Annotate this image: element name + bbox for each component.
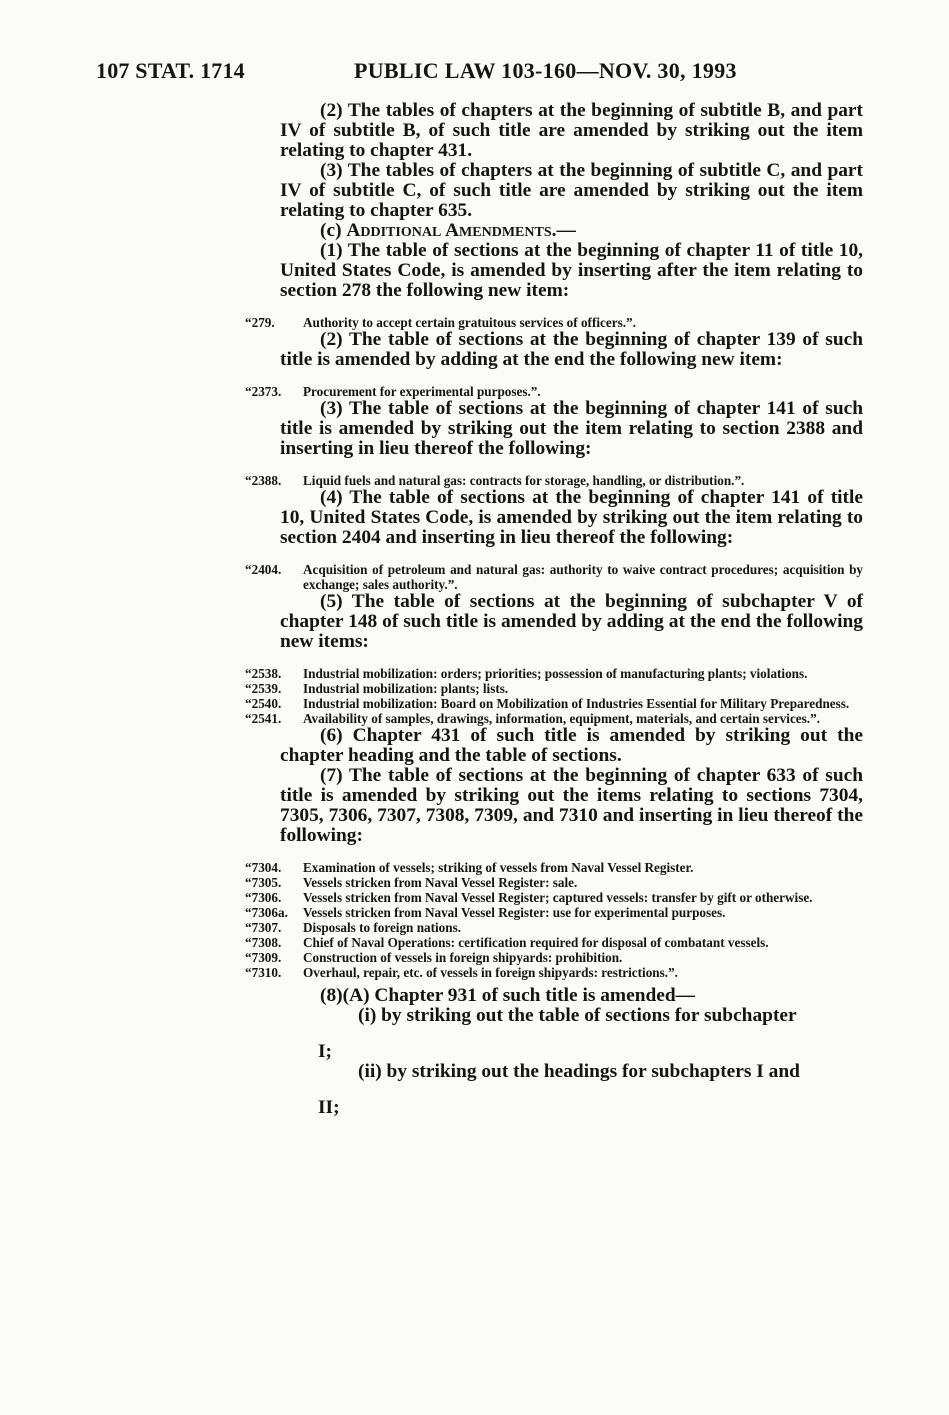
amendment-1: (1) The table of sections at the beginning of chapter 11 of title 10, United States Code, is amended by inserting after the item relating to section 278 the following new item: [280,240,863,301]
public-law-title: PUBLIC LAW 103-160—NOV. 30, 1993 [354,58,737,83]
section-number: “2541. [245,711,282,726]
subsection-c-heading [280,221,863,241]
section-title: Authority to accept certain gratuitous services of officers.”. [303,315,636,330]
section-title: Availability of samples, drawings, information, equipment, materials, and certain services.”. [303,711,820,726]
section-title: Examination of vessels; striking of vessels from Naval Vessel Register. [303,860,694,875]
amendment-8a: (8)(A) Chapter 931 of such title is amended— [320,985,696,1006]
amendment-4: (4) The table of sections at the beginning of chapter 141 of title 10, United States Code, is amended by striking out the item relating to section 2404 and inserting in lieu thereof the following: [280,487,863,548]
section-title: Industrial mobilization: Board on Mobilization of Industries Essential for Military Preparedness. [303,696,850,711]
amendment-2: (2) The table of sections at the beginning of chapter 139 of such title is amended by adding at the end the following new item: [280,329,863,370]
section-number: “7306a. [245,905,288,920]
toc-entry [245,711,863,726]
toc-entry [245,920,863,935]
toc-entry [245,890,863,905]
amendment-3: (3) The table of sections at the beginning of chapter 141 of such title is amended by striking out the item relating to section 2388 and inserting in lieu thereof the following: [280,398,863,459]
section-title: Construction of vessels in foreign shipyards: prohibition. [303,950,623,965]
section-number: “7304. [245,860,282,875]
subsection-c-label: Additional Amendments. [346,220,557,241]
amendment-6: (6) Chapter 431 of such title is amended by striking out the chapter heading and the table of sections. [280,725,863,766]
section-number: “2388. [245,473,282,488]
amendment-5: (5) The table of sections at the beginning of subchapter V of chapter 148 of such title is amended by adding at the end the following new items: [280,591,863,652]
toc-entry [245,860,863,875]
section-title: Chief of Naval Operations: certification required for disposal of combatant vessels. [303,935,769,950]
section-number: “279. [245,315,275,330]
section-number: “2538. [245,666,282,681]
section-title: Acquisition of petroleum and natural gas: authority to waive contract procedures; acquisition by exchange; sales authority.”. [303,562,863,592]
toc-entry [245,875,863,890]
toc-insert-4 [245,562,863,592]
section-number: “7307. [245,920,282,935]
toc-entry [245,905,863,920]
section-title: Disposals to foreign nations. [303,920,462,935]
amendment-7: (7) The table of sections at the beginning of chapter 633 of such title is amended by striking out the items relating to sections 7304, 7305, 7306, 7307, 7308, 7309, and 7310 and inserting in lieu thereof the following: [280,765,863,846]
section-number: “7306. [245,890,282,905]
section-title: Vessels stricken from Naval Vessel Register; captured vessels: transfer by gift or otherwise. [303,890,813,905]
toc-entry [245,965,863,980]
toc-entry [245,950,863,965]
section-title: Procurement for experimental purposes.”. [303,384,541,399]
clause-i-text: (i) by striking out the table of sections for subchapter [358,1005,797,1026]
toc-entry [245,473,863,488]
section-number: “7310. [245,965,282,980]
toc-entry [245,315,863,330]
section-number: “2539. [245,681,282,696]
section-number: “7308. [245,935,282,950]
toc-insert-3 [245,473,863,488]
section-title: Vessels stricken from Naval Vessel Register: use for experimental purposes. [303,905,726,920]
toc-entry [245,681,863,696]
statute-citation: 107 STAT. 1714 [96,58,245,83]
toc-entry [245,384,863,399]
toc-entry [245,562,863,592]
toc-entry [245,666,863,681]
document-body [245,100,863,1118]
toc-entry [245,935,863,950]
page-header [96,58,856,88]
section-number: “2540. [245,696,282,711]
paragraph-3: (3) The tables of chapters at the beginning of subtitle C, and part IV of subtitle C, of such title are amended by striking out the item relating to chapter 635. [280,160,863,221]
toc-insert-2 [245,384,863,399]
subsection-c-prefix: (c) [320,220,347,241]
clause-ii-tail: II; [318,1097,340,1118]
clause-i [280,1006,863,1062]
toc-insert-5 [245,666,863,726]
section-number: “2373. [245,384,282,399]
section-title: Liquid fuels and natural gas: contracts for storage, handling, or distribution.”. [303,473,745,488]
section-title: Vessels stricken from Naval Vessel Register: sale. [303,875,578,890]
section-number: “7305. [245,875,282,890]
section-title: Industrial mobilization: orders; priorities; possession of manufacturing plants; violations. [303,666,808,681]
section-number: “2404. [245,562,282,577]
toc-insert-7 [245,860,863,980]
section-title: Overhaul, repair, etc. of vessels in foreign shipyards: restrictions.”. [303,965,678,980]
clause-ii [280,1062,863,1118]
toc-insert-1 [245,315,863,330]
section-title: Industrial mobilization: plants; lists. [303,681,509,696]
paragraph-2: (2) The tables of chapters at the beginning of subtitle B, and part IV of subtitle B, of such title are amended by striking out the item relating to chapter 431. [280,100,863,161]
section-number: “7309. [245,950,282,965]
toc-entry [245,696,863,711]
clause-i-tail: I; [318,1041,333,1062]
clause-ii-text: (ii) by striking out the headings for subchapters I and [358,1061,800,1082]
subsection-c-dash: — [556,220,576,241]
